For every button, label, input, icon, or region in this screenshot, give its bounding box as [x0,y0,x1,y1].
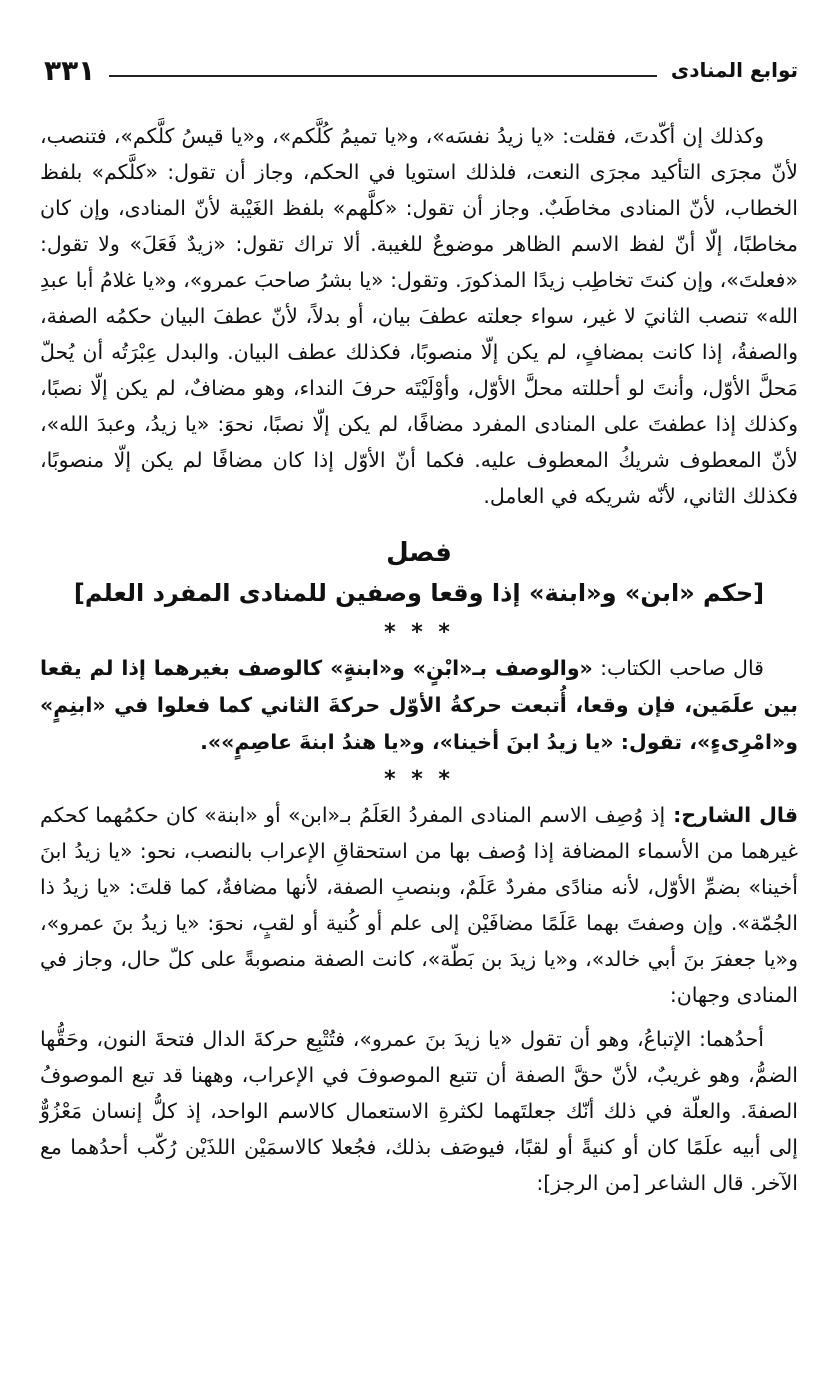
header-rule [109,75,657,77]
author-quote [40,650,798,761]
paragraph-1: وكذلك إن أكّدتَ، فقلت: «يا زيدُ نفسَه»، و«يا تميمُ كُلَّكم»، و«يا قيسُ كلَّكم»، فتنصب، لأنّ مجرَى التأكيد مجرَى النعت، فلذلك استويا في الحكم، وجاز أن تقول: «كلَّكم» بلفظ الخطاب، لأنّ المنادى مخاطَبٌ. وجاز أن تقول: «كلَّهم» بلفظ الغَيْبة لأنّ المنادى، وإن كان مخاطبًا، إلّا أنّ لفظ الاسم الظاهر موضوعٌ للغيبة. ألا تراك تقول: «زيدٌ فَعَلَ» ولا تقول: «فعلتَ»، وإن كنتَ تخاطِب زيدًا المذكورَ. وتقول: «يا بشرُ صاحبَ عمرو»، و«يا غلامُ أبا عبدِ الله» تنصب الثانيَ لا غير، سواء جعلته عطفَ بيان، أو بدلاً، لأنّ عطفَ البيان حكمُه الصفة، والصفةُ، إذا كانت بمضافٍ، لم يكن إلّا منصوبًا، فكذلك عطف البيان. والبدل عِبْرَتُه أن يُحلّ مَحلَّ الأوّل، وأنتَ لو أحللته محلَّ الأوّل، وأوْلَيْتَه حرفَ النداء، وهو مضافٌ، لم يكن إلّا نصبًا، وكذلك إذا عطفتَ على المنادى المفرد مضافًا، لم يكن إلّا نصبًا، نحوَ: «يا زيدُ، وعبدَ الله»، لأنّ المعطوف شريكُ المعطوف عليه. فكما أنّ الأوّل إذا كان مضافًا لم يكن إلّا منصوبًا، فكذلك الثاني، لأنّه شريكه في العامل. [40,124,798,508]
separator-stars-top: * * * [384,620,454,645]
section-title: فصل [386,538,452,568]
running-title: توابع المنادى [670,58,798,82]
separator-stars-bottom: * * * [384,767,454,792]
commentary-lead: قال الشارح: [665,803,798,827]
paragraph-gap [40,1013,798,1021]
quote-text: «والوصف بـ«ابْنٍ» و«ابنةٍ» كالوصف بغيرهما إذا لم يقعا بين علَمَين، فإن وقعا، أُتبعت حركةُ الأوّل حركةَ الثاني كما فعلوا في «ابنِمٍ» و«امْرِىءٍ»، تقول: «يا زيدُ ابنَ أخينا»، و«يا هندُ ابنةَ عاصِمٍ»». [40,656,798,754]
section-subtitle: [حكم «ابن» و«ابنة» إذا وقعا وصفين للمنادى المفرد العلم] [73,579,765,607]
commentary-paragraph-2: أحدُهما: الإتباعُ، وهو أن تقول «يا زيدَ بنَ عمرو»، فتُتْبِع حركةَ الدال فتحةَ النون، وحَقُّها الضمُّ، وهو غريبٌ، لأنّ حقَّ الصفة أن تتبع الموصوفَ في الإعراب، وههنا قد تبع الموصوفُ الصفةَ. والعلّة في ذلك أنّك جعلتَهما لكثرةِ الاستعمال كالاسم الواحد، إذ كلُّ إنسان مَعْزُوٌّ إلى أبيه علَمًا كان أو كنيةً أو لقبًا، فيوصَف بذلك، فجُعلا كالاسمَيْن اللذَيْن رُكّب أحدُهما مع الآخر. قال الشاعر [من الرجز]: [40,1027,798,1195]
page-number: ٣٣١ [44,53,96,87]
page-header [44,50,798,90]
commentary-paragraph-1 [40,797,798,1013]
commentary-text-1: إذ وُصِف الاسم المنادى المفردُ العَلَمُ بـ«ابن» أو «ابنة» كان حكمُهما كحكم غيرهما من الأسماء المضافة إذا وُصف بها من استحقاقِ الإعراب بالنصب، نحو: «يا زيدُ ابنَ أخينا» بضمِّ الأوّل، لأنه منادًى مفردٌ عَلَمٌ، وبنصبِ الصفة، لأنها مضافةٌ، كما قلتَ: «يا زيدُ ذا الجُمّة». وإن وصفتَ بهما عَلَمًا مضافَيْن إلى علم أو كُنية أو لقبٍ، نحوَ: «يا زيدُ بنَ عمرو»، و«يا جعفرَ بنَ أبي خالد»، و«يا زيدَ بن بَطّة»، كانت الصفة منصوبةً على كلّ حال، وجاز في المنادى وجهان: [40,803,798,1007]
quote-lead: قال صاحب الكتاب: [592,656,764,680]
page-body [40,118,798,1201]
